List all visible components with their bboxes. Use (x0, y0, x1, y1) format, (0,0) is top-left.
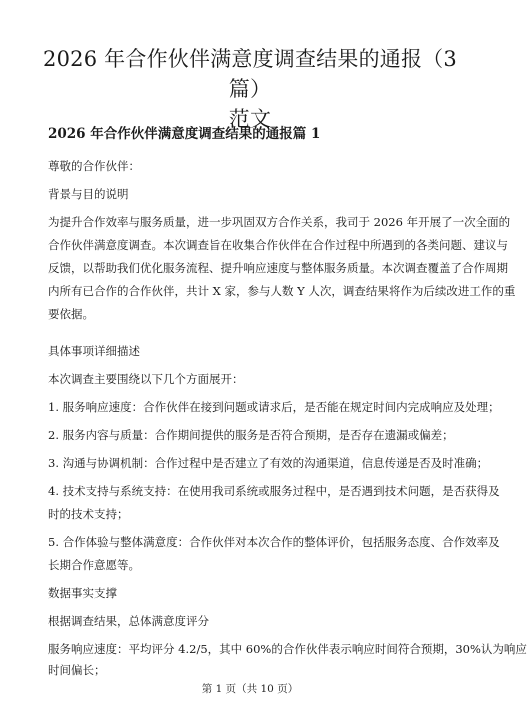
intro-line-3: 反馈，以帮助我们优化服务流程、提升响应速度与整体服务质量。本次调查覆盖了合作周期 (48, 261, 508, 275)
document-title (30, 44, 470, 134)
list-item-4-line-2: 时的技术支持； (48, 507, 129, 521)
list-item-1: 1. 服务响应速度：合作伙伴在接到问题或请求后，是否能在规定时间内完成响应及处理； (48, 400, 500, 414)
salutation: 尊敬的合作伙伴： (48, 159, 140, 173)
list-item-4-line-1: 4. 技术支持与系统支持：在使用我司系统或服务过程中，是否遇到技术问题，是否获得及 (48, 484, 500, 498)
page-footer (0, 663, 500, 695)
title-line-2: 范文 (228, 107, 272, 131)
heading-details: 具体事项详细描述 (48, 344, 140, 358)
list-item-5-line-2: 长期合作意愿等。 (48, 558, 140, 572)
intro-line-2: 合作伙伴满意度调查。本次调查旨在收集合作伙伴在合作过程中所遇到的各类问题、建议与 (48, 238, 508, 252)
heading-data: 数据事实支撑 (48, 586, 117, 600)
intro-line-5: 要依据。 (48, 307, 94, 321)
page-number: 第 1 页（共 10 页） (201, 683, 299, 695)
list-item-3: 3. 沟通与协调机制：合作过程中是否建立了有效的沟通渠道，信息传递是否及时准确； (48, 456, 489, 470)
section-title: 2026 年合作伙伴满意度调查结果的通报篇 1 (48, 126, 321, 142)
data-intro: 根据调查结果，总体满意度评分 (48, 614, 209, 628)
data-line-1: 服务响应速度：平均评分 4.2/5，其中 60%的合作伙伴表示响应时间符合预期，30%认为响应 (48, 642, 527, 656)
intro-line-1: 为提升合作效率与服务质量，进一步巩固双方合作关系，我司于 2026 年开展了一次全面的 (48, 215, 511, 229)
data-line-2: 时间偏长； (48, 663, 106, 677)
intro-line-4: 内所有已合作的合作伙伴，共计 X 家，参与人数 Y 人次，调查结果将作为后续改进工作的重 (48, 284, 516, 298)
list-item-2: 2. 服务内容与质量：合作期间提供的服务是否符合预期，是否存在遗漏或偏差； (48, 428, 454, 442)
list-item-5-line-1: 5. 合作体验与整体满意度：合作伙伴对本次合作的整体评价，包括服务态度、合作效率及 (48, 535, 500, 549)
title-line-1: 2026 年合作伙伴满意度调查结果的通报（3 篇） (43, 47, 457, 101)
heading-background: 背景与目的说明 (48, 187, 129, 201)
details-intro: 本次调查主要围绕以下几个方面展开： (48, 372, 244, 386)
